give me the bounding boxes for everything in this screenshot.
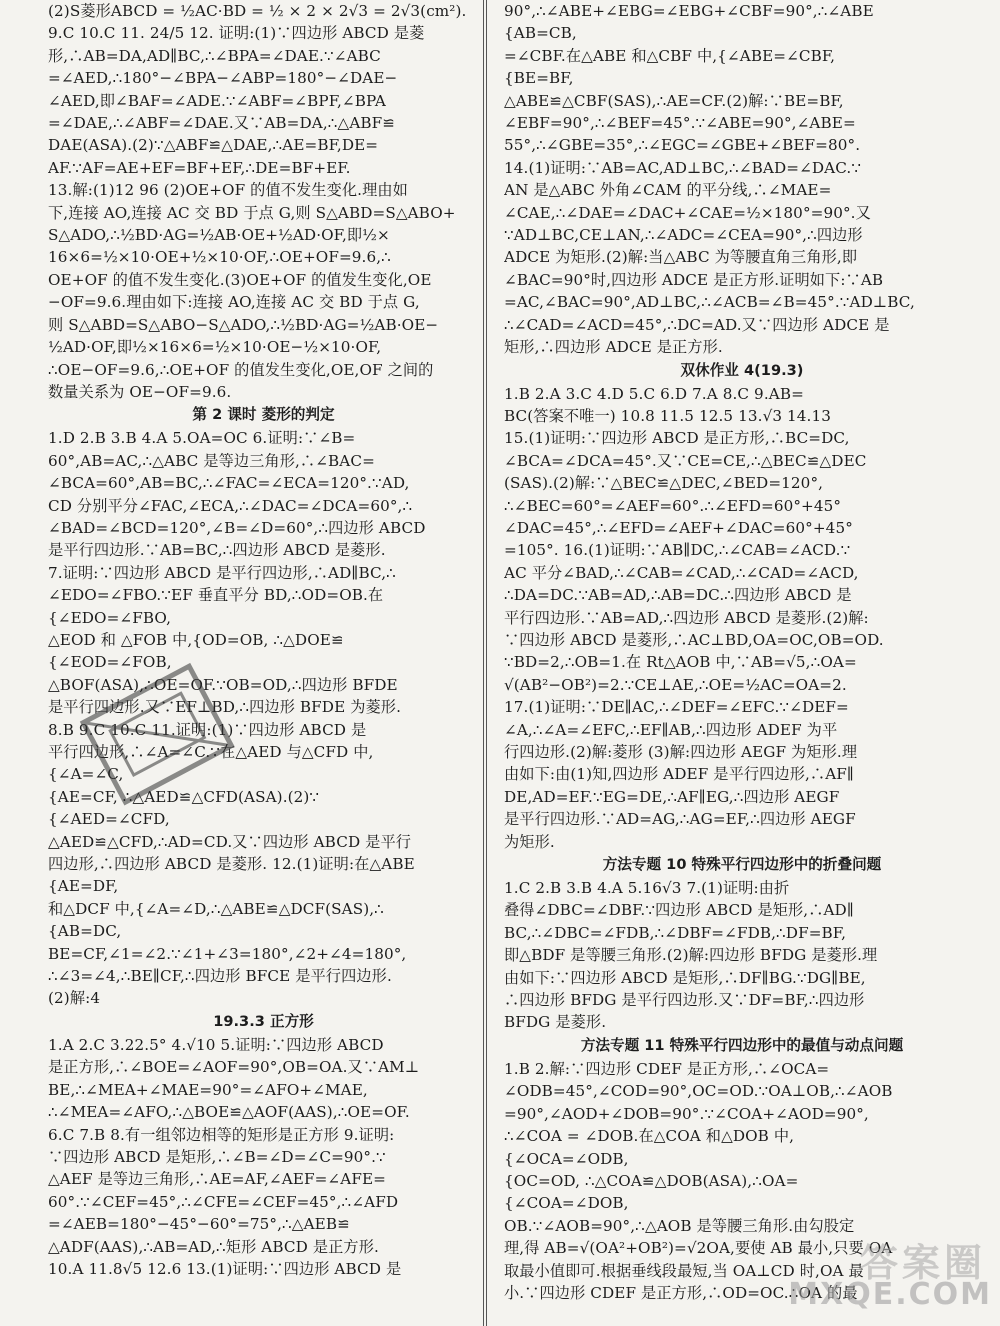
section-heading: 第 2 课时 菱形的判定 [192, 406, 335, 424]
answer-line: ∴∠3=∠4,∴BE∥CF,∴四边形 BFCE 是平行四边形. [48, 967, 392, 986]
answer-line: 13.解:(1)12 96 (2)OE+OF 的值不发生变化.理由如 [48, 181, 408, 200]
answer-line: 取最小值即可.根据垂线段最短,当 OA⊥CD 时,OA 最 [504, 1261, 864, 1280]
answer-line: ∴OE−OF=9.6,∴OE+OF 的值发生变化,OE,OF 之间的 [48, 360, 434, 379]
answer-line: ∴四边形 BFDG 是平行四边形.又∵DF=BF,∴四边形 [504, 991, 865, 1010]
answer-line: ∠A,∴∠A=∠EFC,∴EF∥AB,∴四边形 ADEF 为平 [504, 720, 838, 739]
column-divider [483, 0, 487, 1326]
answer-line: 形,∴AB=DA,AD∥BC,∴∠BPA=∠DAE.∵∠ABC [48, 46, 381, 65]
answer-line: 理,得 AB=√(OA²+OB²)=√2OA,要使 AB 最小,只要 OA [504, 1239, 893, 1258]
answer-line: 平行四边形.∵AB=AD,∴四边形 ABCD 是菱形.(2)解: [504, 608, 869, 627]
answer-line: √(AB²−OB²)=2.∵CE⊥AE,∴OE=½AC=OA=2. [504, 675, 847, 694]
answer-line: BE,∴∠MEA+∠MAE=90°=∠AFO+∠MAE, [48, 1080, 368, 1099]
answer-line: ∵AD⊥BC,CE⊥AN,∴∠ADC=∠CEA=90°,∴四边形 [504, 226, 863, 245]
answer-line: 90°,∴∠ABE+∠EBG=∠EBG+∠CBF=90°,∴∠ABE [504, 2, 874, 20]
answer-line: BC,∴∠DBC=∠FDB,∴∠DBF=∠FDB,∴DF=BF, [504, 923, 847, 942]
answer-line: 是平行四边形.∵AD=AG,∴AG=EF,∴四边形 AEGF [504, 810, 856, 829]
answer-line: 是平行四边形.又∵EF⊥BD,∴四边形 BFDE 为菱形. [48, 698, 401, 717]
answer-line: △EOD 和 △FOB 中,{OD=OB, ∴△DOE≌ [48, 630, 344, 649]
answer-line: ∵四边形 ABCD 是矩形,∴∠B=∠D=∠C=90°.∵ [48, 1147, 386, 1166]
answer-line: BC(答案不唯一) 10.8 11.5 12.5 13.√3 14.13 [504, 406, 832, 425]
answer-line: 7.证明:∵四边形 ABCD 是平行四边形,∴AD∥BC,∴ [48, 563, 396, 582]
answer-line: ∴∠BEC=60°=∠AEF=60°.∴∠EFD=60°+45° [504, 496, 842, 515]
answer-line: 小.∵四边形 CDEF 是正方形,∴OD=OC.∴OA 的最 [504, 1283, 858, 1302]
answer-line: 14.(1)证明:∵AB=AC,AD⊥BC,∴∠BAD=∠DAC.∵ [504, 158, 862, 177]
answer-line: {AB=DC, [48, 922, 122, 941]
answer-line: CD 分别平分∠FAC,∠ECA,∴∠DAC=∠DCA=60°,∴ [48, 496, 413, 515]
answer-line: ∵BD=2,∴OB=1.在 Rt△AOB 中,∵AB=√5,∴OA= [504, 653, 857, 672]
left-column [0, 0, 487, 1326]
answer-line: 1.B 2.解:∵四边形 CDEF 是正方形,∴∠OCA= [504, 1059, 830, 1078]
answer-line: {OC=OD, ∴△COA≌△DOB(ASA),∴OA= [504, 1171, 799, 1190]
answer-line: 60°,AB=AC,∴△ABC 是等边三角形,∴∠BAC= [48, 451, 375, 470]
answer-line: =AC,∠BAC=90°,AD⊥BC,∴∠ACB=∠B=45°.∵AD⊥BC, [504, 293, 915, 312]
answer-line: {∠OCA=∠ODB, [504, 1149, 629, 1168]
answer-line: ∠BAD=∠BCD=120°,∠B=∠D=60°,∴四边形 ABCD [48, 518, 426, 537]
answer-line: (2)S菱形ABCD = ½AC·BD = ½ × 2 × 2√3 = 2√3(cm²). [48, 2, 467, 20]
answer-line: 60°.∵∠CEF=45°,∴∠CFE=∠CEF=45°,∴∠AFD [48, 1192, 399, 1211]
right-column [488, 0, 1000, 1326]
answer-line: 是正方形,∴∠BOE=∠AOF=90°,OB=OA.又∵AM⊥ [48, 1058, 420, 1077]
answer-line: ∠EDO=∠FBO.∵EF 垂直平分 BD,∴OD=OB.在 [48, 586, 384, 605]
answer-line: 16×6=½×10·OE+½×10·OF,∴OE+OF=9.6,∴ [48, 248, 391, 267]
answer-line: ∠BCA=∠DCA=45°.又∵CE=CE,∴△BEC≌△DEC [504, 451, 867, 470]
answer-line: DE,AD=EF.∵EG=DE,∴AF∥EG,∴四边形 AEGF [504, 787, 840, 806]
answer-line: =105°. 16.(1)证明:∵AB∥DC,∴∠CAB=∠ACD.∵ [504, 541, 851, 560]
answer-line: 即△BDF 是等腰三角形.(2)解:四边形 BFDG 是菱形.理 [504, 946, 878, 965]
answer-line: 是平行四边形.∵AB=BC,∴四边形 ABCD 是菱形. [48, 541, 386, 560]
answer-line: ∠BAC=90°时,四边形 ADCE 是正方形.证明如下:∵AB [504, 270, 884, 289]
answer-line: {AB=CB, [504, 24, 577, 43]
answer-line: 则 S△ABD=S△ABO−S△ADO,∴½BD·AG=½AB·OE− [48, 315, 439, 334]
answer-line: 1.B 2.A 3.C 4.D 5.C 6.D 7.A 8.C 9.AB= [504, 384, 804, 403]
answer-line: 1.D 2.B 3.B 4.A 5.OA=OC 6.证明:∵∠B= [48, 429, 356, 448]
answer-line: =∠DAE,∴∠ABF=∠DAE.又∵AB=DA,∴△ABF≌ [48, 114, 396, 133]
answer-line: 10.A 11.8√5 12.6 13.(1)证明:∵四边形 ABCD 是 [48, 1259, 402, 1278]
answer-line: =∠CBF.在△ABE 和△CBF 中,{∠ABE=∠CBF, [504, 46, 836, 65]
answer-line: S△ADO,∴½BD·AG=½AB·OE+½AD·OF,即½× [48, 226, 390, 245]
answer-line: 55°,∴∠GBE=35°,∴∠EGC=∠GBE+∠BEF=80°. [504, 136, 861, 155]
site-watermark [762, 1232, 992, 1316]
answer-line: 数量关系为 OE−OF=9.6. [48, 382, 232, 401]
section-heading: 双休作业 4(19.3) [680, 361, 804, 379]
section-heading: 19.3.3 正方形 [213, 1012, 314, 1030]
answer-line: {∠AED=∠CFD, [48, 810, 170, 829]
answer-line: 矩形,∴四边形 ADCE 是正方形. [504, 338, 723, 357]
answer-line: ∵四边形 ABCD 是菱形,∴AC⊥BD,OA=OC,OB=OD. [504, 630, 884, 649]
answer-line: 1.C 2.B 3.B 4.A 5.16√3 7.(1)证明:由折 [504, 879, 790, 898]
answer-line: 6.C 7.B 8.有一组邻边相等的矩形是正方形 9.证明: [48, 1125, 395, 1144]
answer-line: 8.B 9.C 10.C 11.证明:(1)∵四边形 ABCD 是 [48, 720, 367, 739]
answer-line: {∠COA=∠DOB, [504, 1194, 629, 1213]
answer-line: 1.A 2.C 3.22.5° 4.√10 5.证明:∵四边形 ABCD [48, 1035, 384, 1054]
answer-line: OE+OF 的值不发生变化.(3)OE+OF 的值发生变化,OE [48, 270, 432, 289]
answer-line: ∴∠COA = ∠DOB.在△COA 和△DOB 中, [504, 1127, 795, 1146]
answer-line: 15.(1)证明:∵四边形 ABCD 是正方形,∴BC=DC, [504, 429, 850, 448]
answer-line: 叠得∠DBC=∠DBF.∵四边形 ABCD 是矩形,∴AD∥ [504, 901, 854, 920]
answer-line: =90°,∠AOD+∠DOB=90°.∵∠COA+∠AOD=90°, [504, 1104, 869, 1123]
answer-line: △ABE≌△CBF(SAS),∴AE=CF.(2)解:∵BE=BF, [504, 91, 844, 110]
answer-line: ∠AED,即∠BAF=∠ADE.∵∠ABF=∠BPF,∠BPA [48, 91, 386, 110]
answer-line: ∠CAE,∴∠DAE=∠DAC+∠CAE=½×180°=90°.又 [504, 203, 871, 222]
answer-line: 行四边形.(2)解:菱形 (3)解:四边形 AEGF 为矩形.理 [504, 743, 858, 761]
answer-line: 9.C 10.C 11. 24/5 12. 证明:(1)∵四边形 ABCD 是菱 [48, 24, 425, 43]
answer-line: ∠EBF=90°,∴∠BEF=45°.∵∠ABE=90°,∠ABE= [504, 114, 856, 133]
answer-line: {AE=DF, [48, 877, 119, 896]
answer-line: {BE=BF, [504, 69, 574, 88]
answer-line: ADCE 为矩形.(2)解:当△ABC 为等腰直角三角形,即 [504, 248, 858, 267]
watermark-text: MXQE.COM [788, 1277, 992, 1312]
answer-line: △AEF 是等边三角形,∴AE=AF,∠AEF=∠AFE= [48, 1170, 386, 1189]
answer-line: 下,连接 AO,连接 AC 交 BD 于点 G,则 S△ABD=S△ABO+ [48, 203, 456, 222]
answer-line: 为矩形. [504, 832, 555, 851]
answer-line: ∴∠CAD=∠ACD=45°,∴DC=AD.又∵四边形 ADCE 是 [504, 315, 890, 334]
answer-line: △BOF(ASA),∴OE=OF.∵OB=OD,∴四边形 BFDE [48, 675, 398, 694]
answer-line: −OF=9.6.理由如下:连接 AO,连接 AC 交 BD 于点 G, [48, 293, 420, 312]
answer-line: 由如下:由(1)知,四边形 ADEF 是平行四边形,∴AF∥ [504, 765, 855, 784]
answer-line: 17.(1)证明:∵DE∥AC,∴∠DEF=∠EFC.∵∠DEF= [504, 698, 849, 717]
answer-line: OB.∵∠AOB=90°,∴△AOB 是等腰三角形.由勾股定 [504, 1216, 855, 1235]
answer-line: 和△DCF 中,{∠A=∠D,∴△ABE≌△DCF(SAS),∴ [48, 899, 384, 918]
answer-line: {∠A=∠C, [48, 765, 124, 784]
answer-line: BFDG 是菱形. [504, 1013, 607, 1032]
answer-line: =∠AEB=180°−45°−60°=75°,∴△AEB≌ [48, 1215, 350, 1234]
answer-line: {∠EDO=∠FBO, [48, 608, 172, 627]
answer-line: ∠ODB=45°,∠COD=90°,OC=OD.∵OA⊥OB,∴∠AOB [504, 1082, 893, 1101]
answer-line: {AE=CF, ∴△AED≌△CFD(ASA).(2)∵ [48, 787, 320, 806]
answer-line: ∠DAC=45°,∴∠EFD=∠AEF+∠DAC=60°+45° [504, 518, 853, 537]
answer-line: AC 平分∠BAD,∴∠CAB=∠CAD,∴∠CAD=∠ACD, [504, 563, 859, 582]
answer-line: ∠BCA=60°,AB=BC,∴∠FAC=∠ECA=120°.∵AD, [48, 474, 410, 493]
answer-line: ½AD·OF,即½×16×6=½×10·OE−½×10·OF, [48, 338, 382, 357]
answer-line: 由如下:∵四边形 ABCD 是矩形,∴DF∥BG.∵DG∥BE, [504, 968, 866, 987]
answer-line: {∠EOD=∠FOB, [48, 653, 172, 672]
answer-line: AF.∵AF=AE+EF=BF+EF,∴DE=BF+EF. [48, 158, 351, 177]
answer-line: ∴∠MEA=∠AFO,∴△BOE≌△AOF(AAS),∴OE=OF. [48, 1103, 410, 1122]
answer-line: △AED≌△CFD,∴AD=CD.又∵四边形 ABCD 是平行 [48, 832, 412, 851]
watermark-glyphs: 答案圈 [859, 1241, 986, 1285]
answer-line: ∴DA=DC.∵AB=AD,∴AB=DC.∴四边形 ABCD 是 [504, 586, 852, 605]
answer-line: △ADF(AAS),∴AB=AD,∴矩形 ABCD 是正方形. [48, 1237, 379, 1256]
answer-line: DAE(ASA).(2)∵△ABF≌△DAE,∴AE=BF,DE= [48, 136, 379, 155]
section-heading: 方法专题 11 特殊平行四边形中的最值与动点问题 [580, 1036, 904, 1054]
answer-line: =∠AED,∴180°−∠BPA−∠ABP=180°−∠DAE− [48, 69, 398, 88]
answer-line: AN 是△ABC 外角∠CAM 的平分线,∴∠MAE= [504, 181, 832, 200]
answer-line: BE=CF,∠1=∠2.∵∠1+∠3=180°,∠2+∠4=180°, [48, 944, 407, 963]
answer-line: (SAS).(2)解:∵△BEC≌△DEC,∠BED=120°, [504, 474, 824, 493]
answer-line: 平行四边形,∴∠A=∠C.∵在△AED 与△CFD 中, [48, 743, 374, 761]
section-heading: 方法专题 10 特殊平行四边形中的折叠问题 [602, 856, 882, 874]
answer-line: 四边形,∴四边形 ABCD 是菱形. 12.(1)证明:在△ABE [48, 855, 415, 874]
answer-line: (2)解:4 [48, 989, 101, 1008]
